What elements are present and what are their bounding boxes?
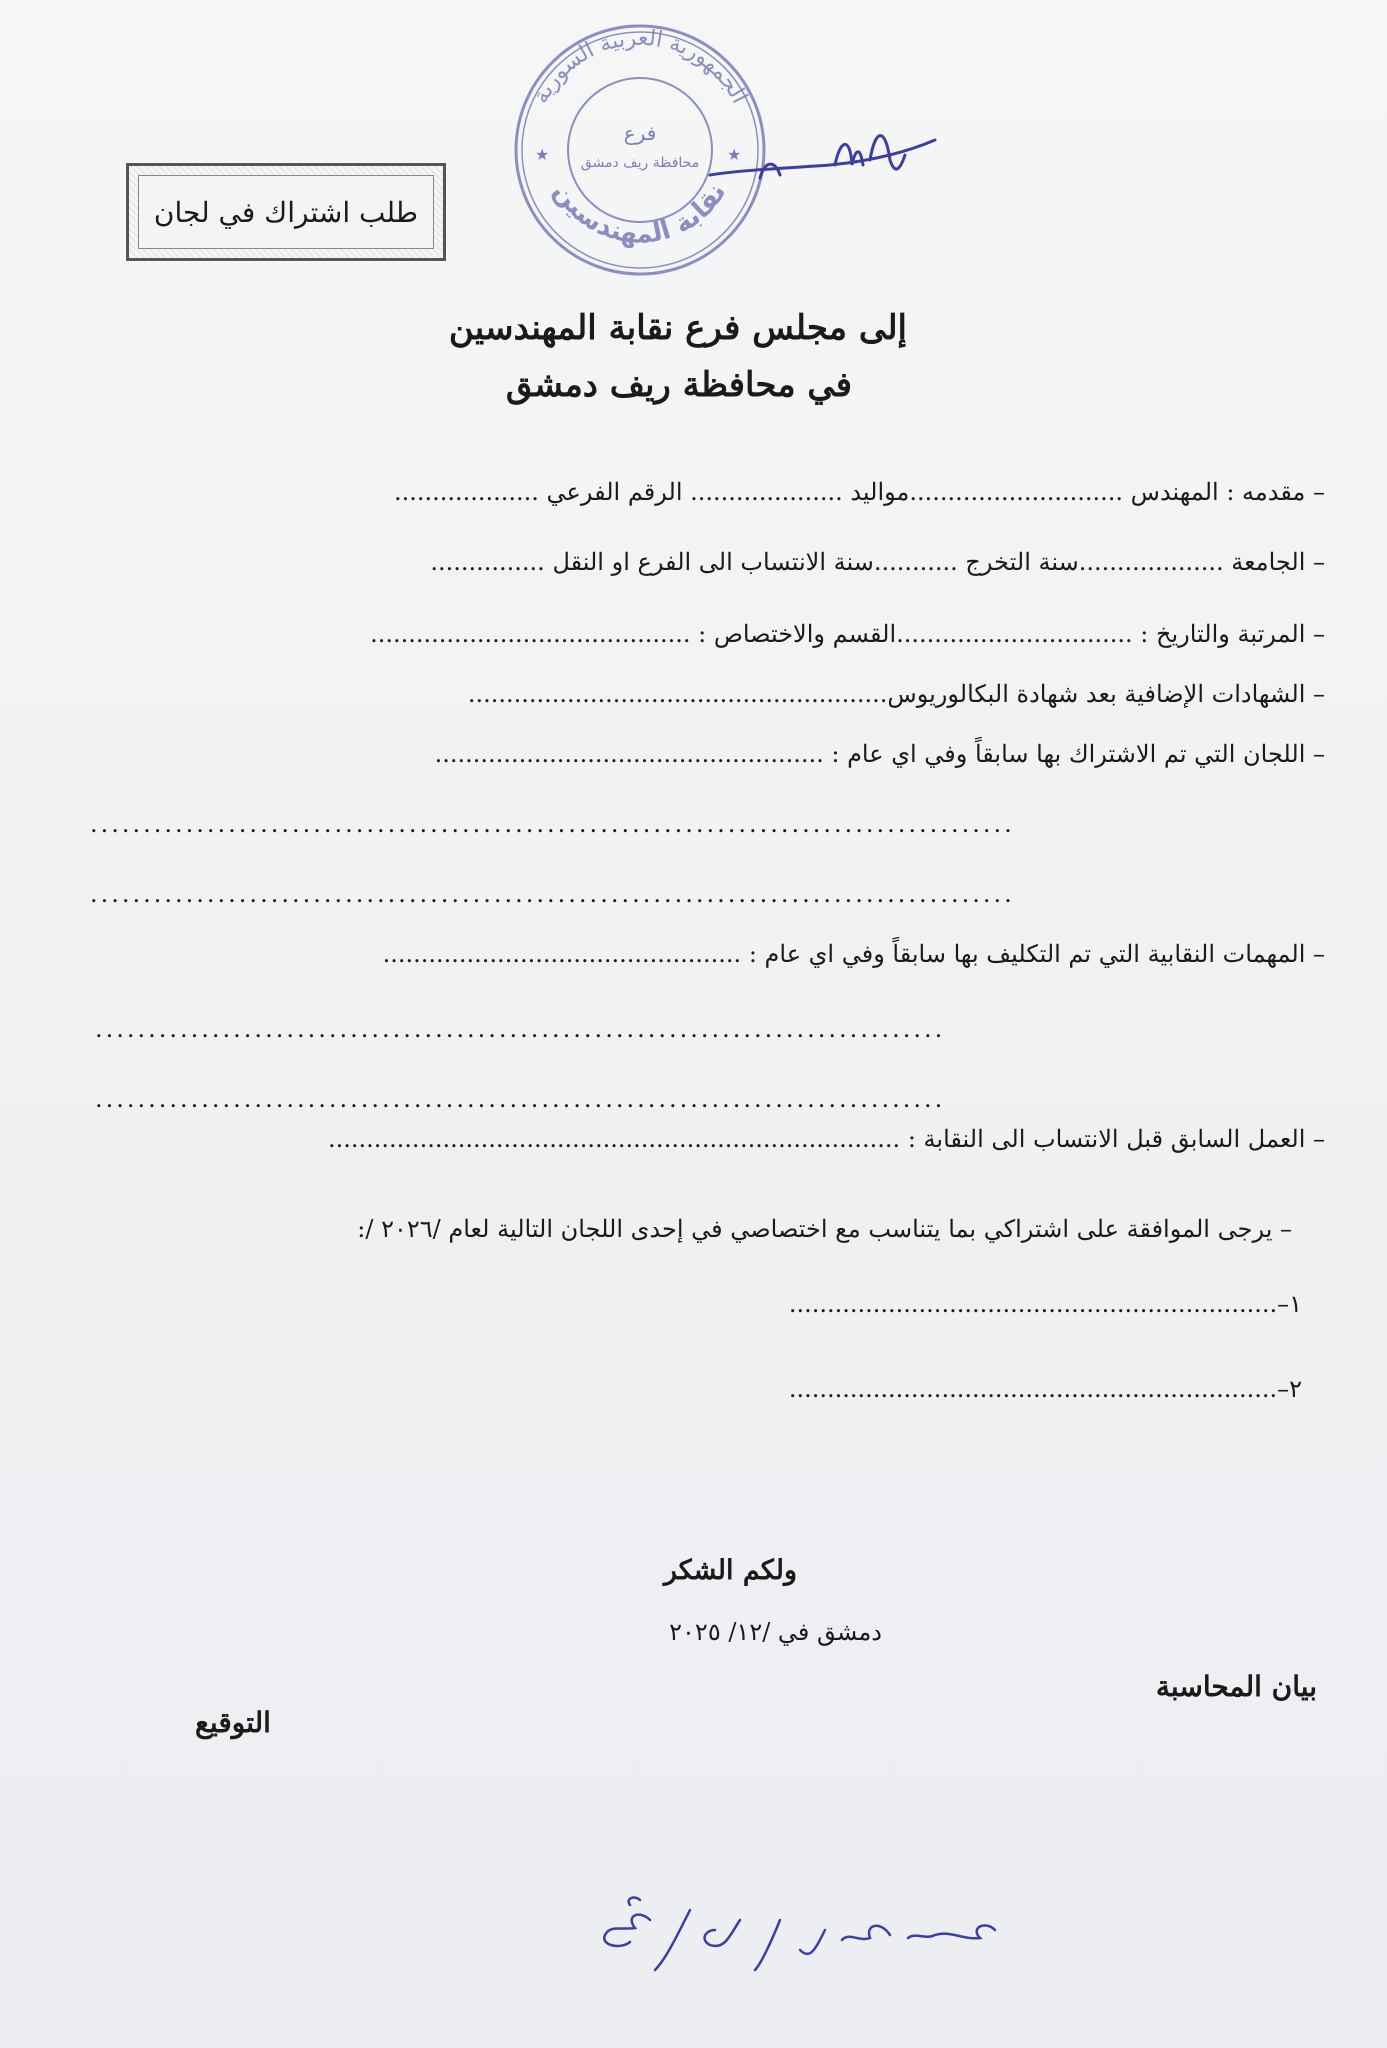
stamp-center-line1: فرع — [623, 121, 657, 145]
form-row-previous-work: – العمل السابق قبل الانتساب الى النقابة : ........................................................................... — [328, 1125, 1325, 1153]
form-title-label: طلب اشتراك في لجان — [138, 175, 434, 249]
stamp-star-icon: ★ — [535, 145, 550, 164]
form-row-university: – الجامعة ...................سنة التخرج ...........سنة الانتساب الى الفرع او النقل ............... — [430, 548, 1325, 576]
stamp-bottom-text: نقابة المهندسين — [547, 177, 733, 250]
stamp-outer-text: الجمهورية العربية السورية — [528, 25, 752, 108]
signature-label: التوقيع — [195, 1706, 271, 1739]
closing-thanks: ولكم الشكر — [663, 1555, 797, 1586]
form-row-previous-committees-cont2: ....................................................................................... — [90, 880, 1015, 908]
heading-line2: في محافظة ريف دمشق — [505, 365, 852, 405]
stamp-star-icon: ★ — [727, 145, 742, 164]
stamp-center-line2: محافظة ريف دمشق — [580, 155, 700, 171]
svg-text:الجمهورية العربية السورية — [528, 26, 751, 108]
form-row-certificates: – الشهادات الإضافية بعد شهادة البكالوريوس....................................................... — [467, 680, 1325, 708]
form-row-union-tasks-cont1: ................................................................................ — [95, 1015, 946, 1043]
committee-choice-1: ١–................................................................ — [788, 1290, 1302, 1318]
committee-request: – يرجى الموافقة على اشتراكي بما يتناسب مع اختصاصي في إحدى اللجان التالية لعام /٢٠٢٦ /: — [357, 1215, 1292, 1243]
form-row-applicant: – مقدمه : المهندس ............................مواليد .................... الرقم الفرعي ................... — [393, 478, 1325, 506]
form-row-previous-committees: – اللجان التي تم الاشتراك بها سابقاً وفي اي عام : ................................................... — [434, 740, 1325, 768]
form-row-previous-committees-cont1: ....................................................................................... — [90, 810, 1015, 838]
form-row-rank: – المرتبة والتاريخ : ...............................القسم والاختصاص : .......................................... — [370, 620, 1325, 648]
accounting-statement-label: بيان المحاسبة — [1155, 1670, 1317, 1703]
heading-line1: إلى مجلس فرع نقابة المهندسين — [448, 308, 907, 348]
signature-scribble — [700, 120, 940, 200]
handwritten-note — [590, 1890, 1020, 1990]
closing-date: دمشق في /١٢/ ٢٠٢٥ — [669, 1618, 882, 1646]
form-title-box — [126, 163, 446, 261]
form-row-union-tasks: – المهمات النقابية التي تم التكليف بها سابقاً وفي اي عام : ............................................... — [382, 940, 1325, 968]
form-row-union-tasks-cont2: ................................................................................ — [95, 1085, 946, 1113]
committee-choice-2: ٢–................................................................ — [788, 1375, 1302, 1403]
